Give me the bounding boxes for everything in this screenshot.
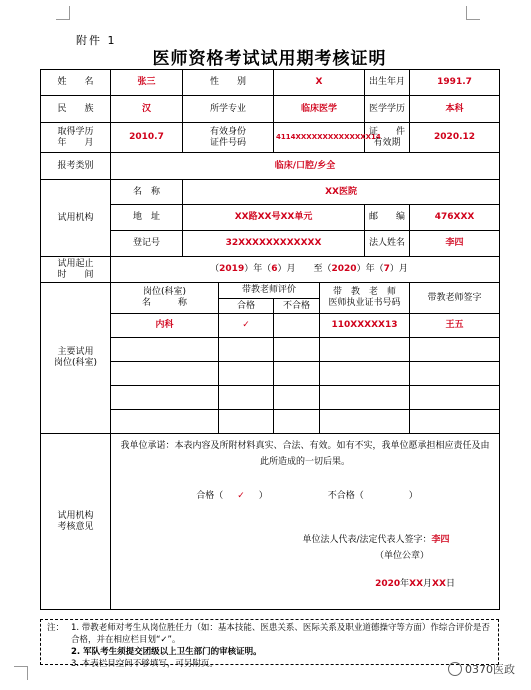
representative-signature: 李四 <box>431 535 450 545</box>
watermark-text: 0370医政 <box>465 663 515 676</box>
registration-value: 32XXXXXXXXXXXX <box>183 231 365 257</box>
notes-box <box>40 619 499 669</box>
legal-person-value: 李四 <box>410 231 500 257</box>
end-year: 2020 <box>331 264 357 274</box>
exam-category-value: 临床/口腔/乡全 <box>111 153 500 180</box>
start-year: 2019 <box>219 264 245 274</box>
signature-cell: 王五 <box>410 314 500 338</box>
institution-address-label: 地 址 <box>111 205 183 231</box>
pass-cell: ✓ <box>219 314 274 338</box>
education-value: 本科 <box>410 96 500 123</box>
positions-label: 主要试用 岗位(科室) <box>41 283 111 434</box>
note-1: 1. 带教老师对考生从岗位胜任力（如：基本技能、医患关系、医际关系及职业道德操守等方面）作综合评价是否合格，并在相应栏目划“✓”。 <box>71 623 490 645</box>
institution-name-label: 名 称 <box>111 180 183 205</box>
evaluation-column-header: 带教老师评价 <box>219 283 320 299</box>
notes-label: 注： <box>47 623 65 633</box>
end-month: 7 <box>383 264 390 274</box>
signature-column-header: 带教老师签字 <box>410 283 500 314</box>
promise-text: 我单位承诺：本表内容及所附材料真实、合法、有效。如有不实，我单位愿承担相应责任及由此所造成的一切后果。 <box>120 441 490 467</box>
name-value: 张三 <box>111 70 183 96</box>
ethnicity-label: 民 族 <box>41 96 111 123</box>
opinion-body <box>111 434 500 610</box>
degree-date-value: 2010.7 <box>111 123 183 153</box>
pass-column-header: 合格 <box>219 299 274 314</box>
gender-value: X <box>274 70 365 96</box>
representative-line: 单位法人代表/法定代表人签字：李四 <box>302 535 450 545</box>
crop-mark-bottom-left <box>14 666 28 680</box>
dob-label: 出生年月 <box>365 70 410 96</box>
postcode-value: 476XXX <box>410 205 500 231</box>
id-number-label: 有效身份 证件号码 <box>183 123 274 153</box>
crop-mark-top-right <box>466 6 480 20</box>
institution-label: 试用机构 <box>41 180 111 257</box>
education-label: 医学学历 <box>365 96 410 123</box>
institution-address-value: XX路XX号XX单元 <box>183 205 365 231</box>
note-3: 3. 本表栏目空间不够填写，可另附页。 <box>71 659 218 669</box>
degree-date-label: 取得学历 年 月 <box>41 123 111 153</box>
id-number-value: 4114XXXXXXXXXXXXXX14 <box>274 123 365 153</box>
major-label: 所学专业 <box>183 96 274 123</box>
exam-category-label: 报考类别 <box>41 153 111 180</box>
opinion-date: 2020年XX月XX日 <box>375 579 455 589</box>
certificate-form <box>40 69 500 610</box>
post-column-header: 岗位(科室) 名 称 <box>111 283 219 314</box>
name-label: 姓 名 <box>41 70 111 96</box>
id-validity-label: 证 件 有效期 <box>365 123 410 153</box>
gender-label: 性 别 <box>183 70 274 96</box>
pass-fail-line: 合格（ ✓ ） 不合格（ ） <box>196 491 418 501</box>
ethnicity-value: 汉 <box>111 96 183 123</box>
fail-column-header: 不合格 <box>274 299 320 314</box>
institution-name-value: XX医院 <box>183 180 500 205</box>
id-validity-value: 2020.12 <box>410 123 500 153</box>
fail-field: 不合格（ ） <box>327 491 418 501</box>
postcode-label: 邮 编 <box>365 205 410 231</box>
note-2: 2. 军队考生须提交团级以上卫生部门的审核证明。 <box>71 647 262 657</box>
crop-mark-top-left <box>56 6 70 20</box>
post-cell: 内科 <box>111 314 219 338</box>
certificate-cell: 110XXXXX13 <box>320 314 410 338</box>
attachment-label: 附件 1 <box>76 34 117 47</box>
registration-label: 登记号 <box>111 231 183 257</box>
major-value: 临床医学 <box>274 96 365 123</box>
certificate-column-header: 带 教 老 师 医师执业证书号码 <box>320 283 410 314</box>
fail-cell <box>274 314 320 338</box>
page-title: 医师资格考试试用期考核证明 <box>152 49 387 69</box>
pass-checkmark: ✓ <box>237 491 245 501</box>
wechat-logo-icon <box>448 662 462 676</box>
trial-period-value: （2019）年（6）月 至（2020）年（7）月 <box>111 257 500 283</box>
legal-person-label: 法人姓名 <box>365 231 410 257</box>
watermark <box>448 661 515 677</box>
trial-period-label: 试用起止 时 间 <box>41 257 111 283</box>
opinion-label: 试用机构 考核意见 <box>41 434 111 610</box>
start-month: 6 <box>271 264 278 274</box>
official-seal: （单位公章） <box>375 551 430 561</box>
dob-value: 1991.7 <box>410 70 500 96</box>
